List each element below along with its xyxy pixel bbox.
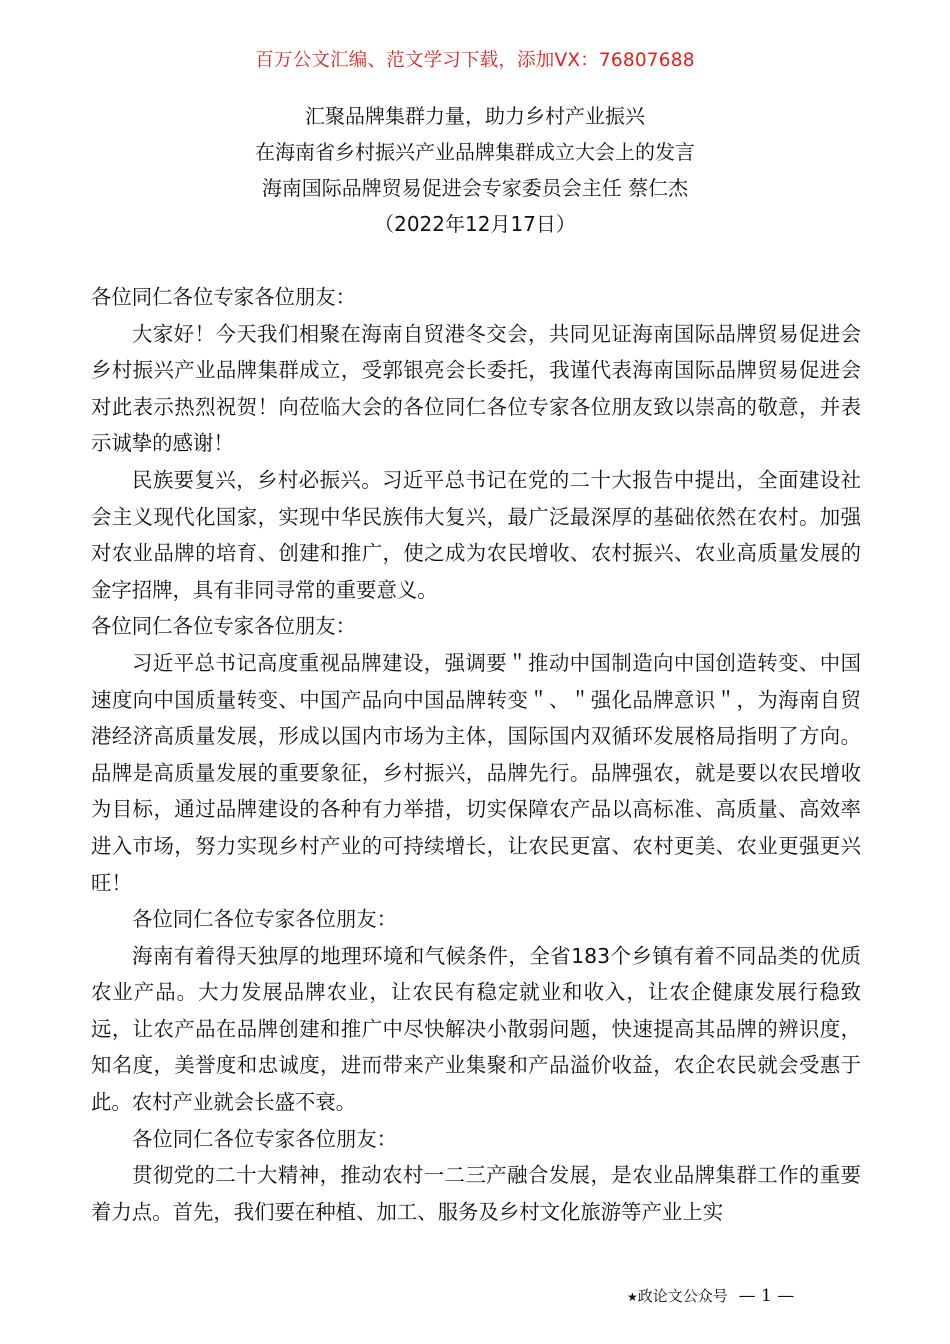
footer-source: 政论文公众号 bbox=[637, 1287, 728, 1305]
salutation: 各位同仁各位专家各位朋友： bbox=[91, 614, 357, 639]
speech-body bbox=[91, 279, 861, 1230]
salutation: 各位同仁各位专家各位朋友： bbox=[91, 285, 357, 309]
title-block bbox=[0, 98, 950, 242]
page-footer bbox=[627, 1285, 794, 1306]
paragraph: 习近平总书记高度重视品牌建设，强调要＂推动中国制造向中国创造转变、中国速度向中国质量转变、中国产品向中国品牌转变＂、＂强化品牌意识＂，为海南自贸港经济高质量发展，形成以国内市场为主体，国际国内双循环发展格局指明了方向。品牌是高质量发展的重要象征，乡村振兴，品牌先行。品牌强农，就是要以农民增收为目标，通过品牌建设的各种有力举措，切实保障农产品以高标准、高质量、高效率进入市场，努力实现乡村产业的可持续增长，让农民更富、农村更美、农业更强更兴旺！ bbox=[91, 650, 861, 895]
speaker-line: 海南国际品牌贸易促进会专家委员会主任 蔡仁杰 bbox=[261, 176, 689, 200]
main-title: 汇聚品牌集群力量，助力乡村产业振兴 bbox=[305, 104, 645, 128]
salutation: 各位同仁各位专家各位朋友： bbox=[132, 1126, 398, 1151]
paragraph: 民族要复兴，乡村必振兴。习近平总书记在党的二十大报告中提出，全面建设社会主义现代化国家，实现中华民族伟大复兴，最广泛最深厚的基础依然在农村。加强对农业品牌的培育、创建和推广，使之成为农民增收、农村振兴、农业高质量发展的金字招牌，具有非同寻常的重要意义。 bbox=[91, 467, 861, 602]
page-number: — 1 — bbox=[738, 1286, 795, 1306]
speech-date: （2022年12月17日） bbox=[374, 212, 576, 236]
star-icon: ★ bbox=[627, 1290, 638, 1304]
download-banner: 百万公文汇编、范文学习下载，添加VX：76807688 bbox=[255, 50, 695, 71]
paragraph: 贯彻党的二十大精神，推动农村一二三产融合发展，是农业品牌集群工作的重要着力点。首先，我们要在种植、加工、服务及乡村文化旅游等产业上实 bbox=[91, 1163, 861, 1224]
paragraph: 海南有着得天独厚的地理环境和气候条件，全省183个乡镇有着不同品类的优质农业产品。大力发展品牌农业，让农民有稳定就业和收入，让农企健康发展行稳致远，让农产品在品牌创建和推广中尽快解决小散弱问题，快速提高其品牌的辨识度，知名度，美誉度和忠诚度，进而带来产业集聚和产品溢价收益，农企农民就会受惠于此。农村产业就会长盛不衰。 bbox=[91, 943, 861, 1115]
page-number-value: 1 bbox=[760, 1286, 772, 1306]
paragraph: 大家好！今天我们相聚在海南自贸港冬交会，共同见证海南国际品牌贸易促进会乡村振兴产业品牌集群成立，受郭银亮会长委托，我谨代表海南国际品牌贸易促进会对此表示热烈祝贺！向莅临大会的各位同仁各位专家各位朋友致以崇高的敬意，并表示诚挚的感谢！ bbox=[91, 321, 861, 456]
salutation: 各位同仁各位专家各位朋友： bbox=[132, 907, 398, 932]
subtitle: 在海南省乡村振兴产业品牌集群成立大会上的发言 bbox=[255, 140, 695, 164]
